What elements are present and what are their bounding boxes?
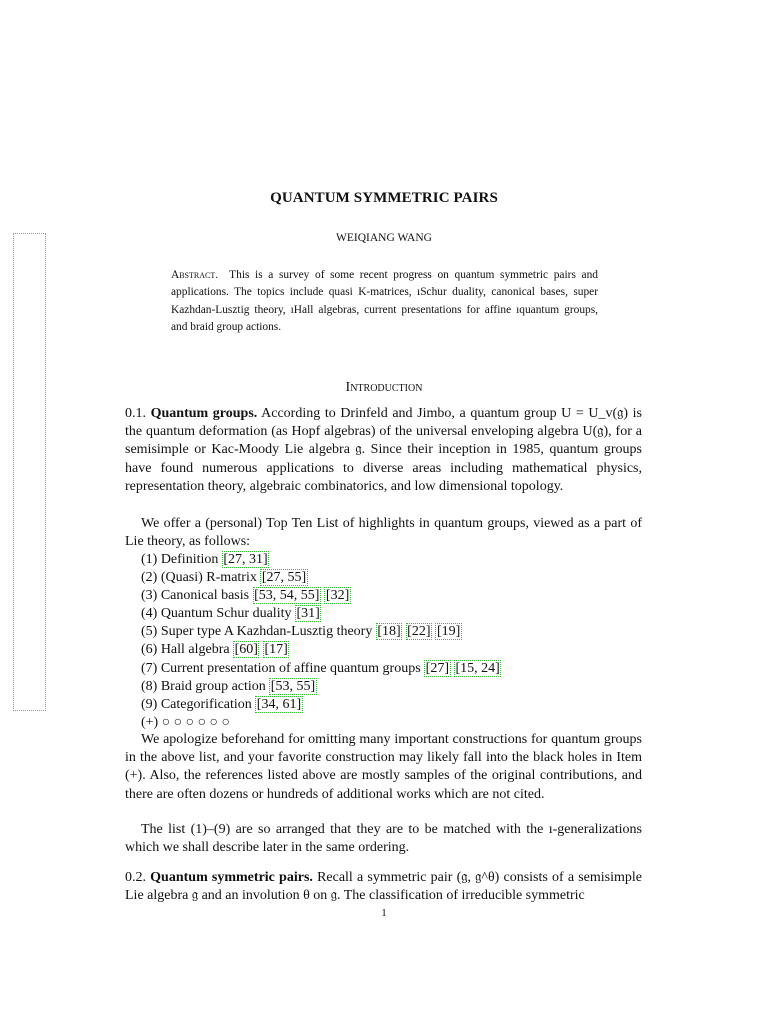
section-text: Recall a symmetric pair (𝔤, 𝔤^θ) consists of a semisimple Lie algebra 𝔤 and an involution θ on 𝔤. The classification of irreducible symmetric bbox=[125, 870, 642, 904]
citation-link[interactable]: [53, 54, 55] bbox=[254, 588, 320, 604]
top-ten-item-label: (9) Categorification bbox=[141, 696, 252, 712]
top-ten-item bbox=[141, 569, 501, 587]
paragraph-apology: We apologize beforehand for omitting many important constructions for quantum groups in the above list, and your favorite construction may likely fall into the black holes in Item (+). Also, the references listed above are mostly samples of the original contributions, and there are often dozens or hundreds of additional works which are not cited. bbox=[125, 732, 642, 802]
top-ten-item-label: (3) Canonical basis bbox=[141, 588, 250, 604]
citation-link[interactable]: [27, 55] bbox=[261, 570, 307, 586]
top-ten-list bbox=[141, 551, 501, 732]
top-ten-item-label: (5) Super type A Kazhdan-Lusztig theory bbox=[141, 624, 373, 640]
citation-link[interactable]: [27] bbox=[425, 660, 449, 676]
top-ten-item bbox=[141, 660, 501, 678]
abstract-line: bases, super Kazhdan-Lusztig theory, ıHall algebras, current presentations for affine bbox=[171, 286, 598, 316]
abstract-line: ıquantum groups, and braid group actions. bbox=[171, 303, 598, 334]
citation-link[interactable]: [27, 31] bbox=[223, 552, 268, 567]
top-ten-item-label: (4) Quantum Schur duality bbox=[141, 606, 292, 622]
section-0-2 bbox=[125, 869, 642, 905]
page-number: 1 bbox=[381, 907, 387, 919]
top-ten-item-label: (7) Current presentation of affine quantum groups bbox=[141, 660, 421, 676]
top-ten-item bbox=[141, 696, 501, 714]
abstract bbox=[171, 267, 598, 337]
citation-link[interactable]: [32] bbox=[325, 588, 350, 604]
top-ten-item bbox=[141, 587, 501, 605]
section-heading: Quantum symmetric pairs. bbox=[150, 870, 313, 885]
top-ten-item bbox=[141, 623, 501, 641]
citation-link[interactable]: [60] bbox=[234, 642, 258, 658]
section-number: 0.2. bbox=[125, 870, 146, 885]
section-heading: Quantum groups. bbox=[150, 406, 258, 421]
citation-link[interactable]: [19] bbox=[436, 624, 461, 640]
top-ten-item bbox=[141, 551, 501, 569]
top-ten-item-label: (+) ○ ○ ○ ○ ○ ○ bbox=[141, 714, 230, 730]
abstract-line: and applications. The topics include quasi K-matrices, ıSchur duality, canonical bbox=[171, 269, 598, 299]
section-text: According to Drinfeld and Jimbo, a quantum group U = U_v(𝔤) is the quantum deformation (as Hopf algebras) of the universal enveloping algebra U(𝔤), for a semisimple or Kac-Moody Lie algebra 𝔤. Since their inception in 1985, quantum groups have found numerous applications to diverse areas including mathematical physics, representation theory, algebraic combinatorics, and low dimensional topology. bbox=[125, 406, 643, 494]
citation-link[interactable]: [22] bbox=[407, 624, 431, 640]
section-number: 0.1. bbox=[125, 406, 146, 421]
top-ten-item bbox=[141, 714, 501, 732]
top-ten-item bbox=[141, 641, 501, 659]
top-ten-item-label: (1) Definition bbox=[141, 552, 219, 567]
citation-link[interactable]: [15, 24] bbox=[455, 660, 500, 676]
section-0-1 bbox=[125, 405, 642, 496]
paragraph-arranged: The list (1)–(9) are so arranged that they are to be matched with the ı-generalizations which we shall describe later in the same ordering. bbox=[125, 822, 642, 856]
top-ten-item-label: (6) Hall algebra bbox=[141, 642, 230, 658]
citation-link[interactable]: [53, 55] bbox=[270, 678, 316, 694]
paragraph-top-ten-intro: We offer a (personal) Top Ten List of highlights in quantum groups, viewed as a part of Lie theory, as follows: bbox=[125, 516, 642, 550]
citation-link[interactable]: [34, 61] bbox=[256, 696, 302, 712]
citation-link[interactable]: [18] bbox=[377, 624, 401, 640]
top-ten-item bbox=[141, 678, 501, 696]
abstract-label: Abstract. bbox=[171, 269, 219, 281]
arxiv-side-stamp bbox=[13, 233, 46, 711]
citation-link[interactable]: [17] bbox=[264, 642, 288, 658]
top-ten-item bbox=[141, 605, 501, 623]
top-ten-item-label: (2) (Quasi) R-matrix bbox=[141, 570, 257, 586]
paper-title: QUANTUM SYMMETRIC PAIRS bbox=[270, 190, 498, 206]
section-heading-introduction: Introduction bbox=[345, 380, 423, 395]
top-ten-item-label: (8) Braid group action bbox=[141, 678, 266, 694]
author-name: WEIQIANG WANG bbox=[336, 232, 432, 244]
citation-link[interactable]: [31] bbox=[296, 606, 320, 622]
abstract-line: This is a survey of some recent progress on quantum symmetric pairs bbox=[229, 269, 576, 281]
